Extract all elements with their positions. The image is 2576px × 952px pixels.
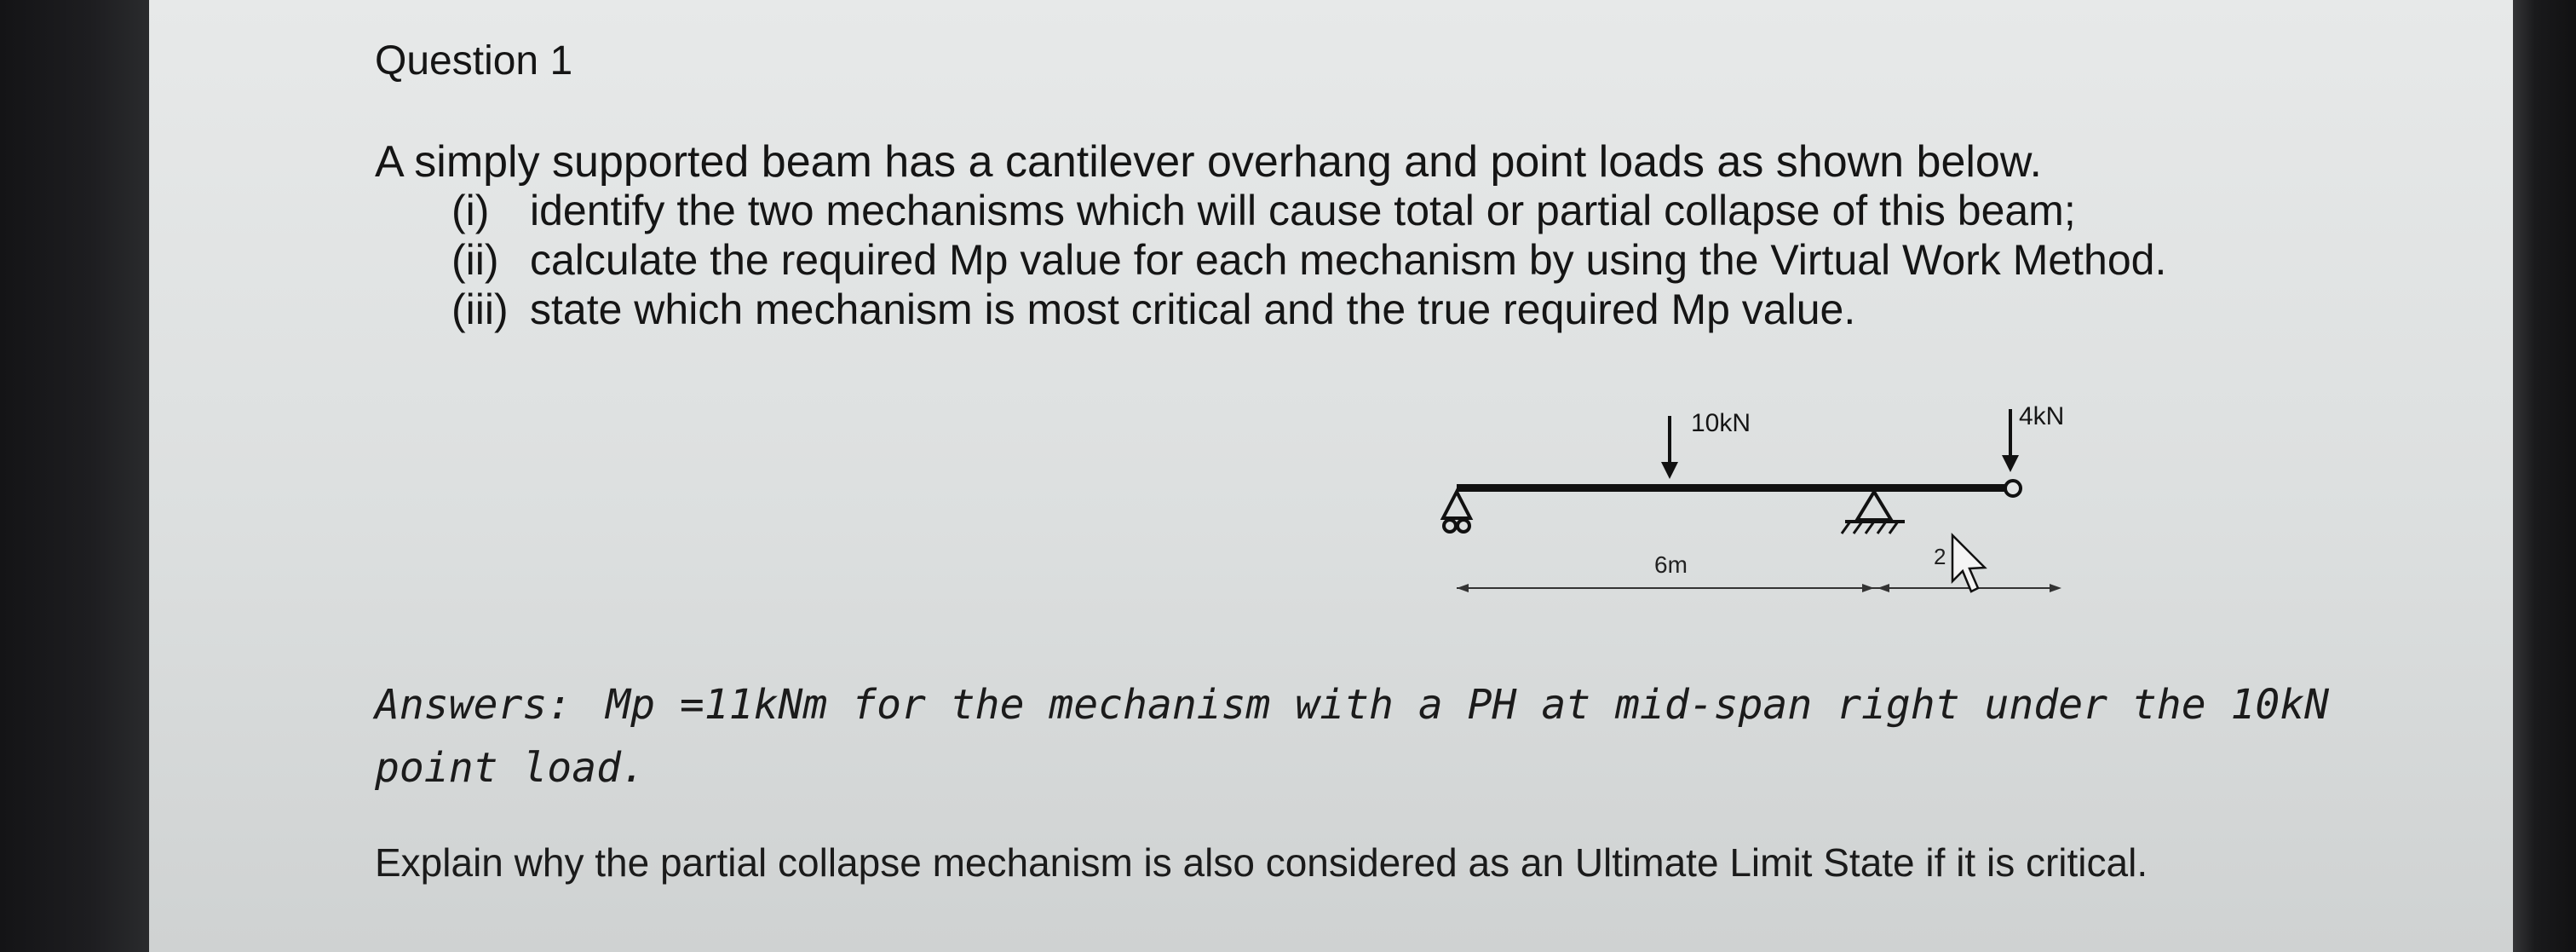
span-label: 6m [1654, 551, 1688, 578]
answers-label: Answers: [375, 681, 572, 729]
left-edge [0, 0, 149, 952]
answers-block [375, 673, 2419, 799]
task-number: (iii) [451, 286, 509, 333]
roller-support-icon [1443, 492, 1470, 532]
task-text: identify the two mechanisms which will cause total or partial collapse of this beam; [530, 187, 2076, 234]
pin-support-icon [1842, 492, 1905, 534]
task-number: (i) [451, 187, 490, 234]
load-arrow-4kn [2002, 409, 2019, 472]
beam-diagram [1431, 384, 2079, 622]
task-item [451, 285, 1855, 334]
task-item [451, 186, 2076, 235]
task-text: calculate the required Mp value for each mechanism by using the Virtual Work Method. [530, 236, 2167, 284]
beam [1457, 484, 2010, 492]
load-label-10kn: 10kN [1691, 409, 1751, 437]
load-arrow-10kn [1661, 416, 1678, 479]
free-end-icon [2005, 481, 2021, 496]
load-label-4kn: 4kN [2019, 402, 2065, 430]
mouse-cursor-icon [1952, 535, 1985, 591]
task-item [451, 235, 2166, 285]
answers-text: Mp =11kNm for the mechanism with a PH at mid-span right under the 10kN point load. [375, 681, 2330, 792]
question-title: Question 1 [375, 38, 573, 84]
explain-prompt: Explain why the partial collapse mechanism is also considered as an Ultimate Limit State if it is critical. [375, 840, 2148, 885]
question-intro: A simply supported beam has a cantilever overhang and point loads as shown below. [375, 137, 2042, 187]
task-text: state which mechanism is most critical and the true required Mp value. [530, 286, 1856, 333]
overhang-label: 2 [1934, 544, 1946, 569]
right-edge [2508, 0, 2576, 952]
task-number: (ii) [451, 236, 499, 284]
